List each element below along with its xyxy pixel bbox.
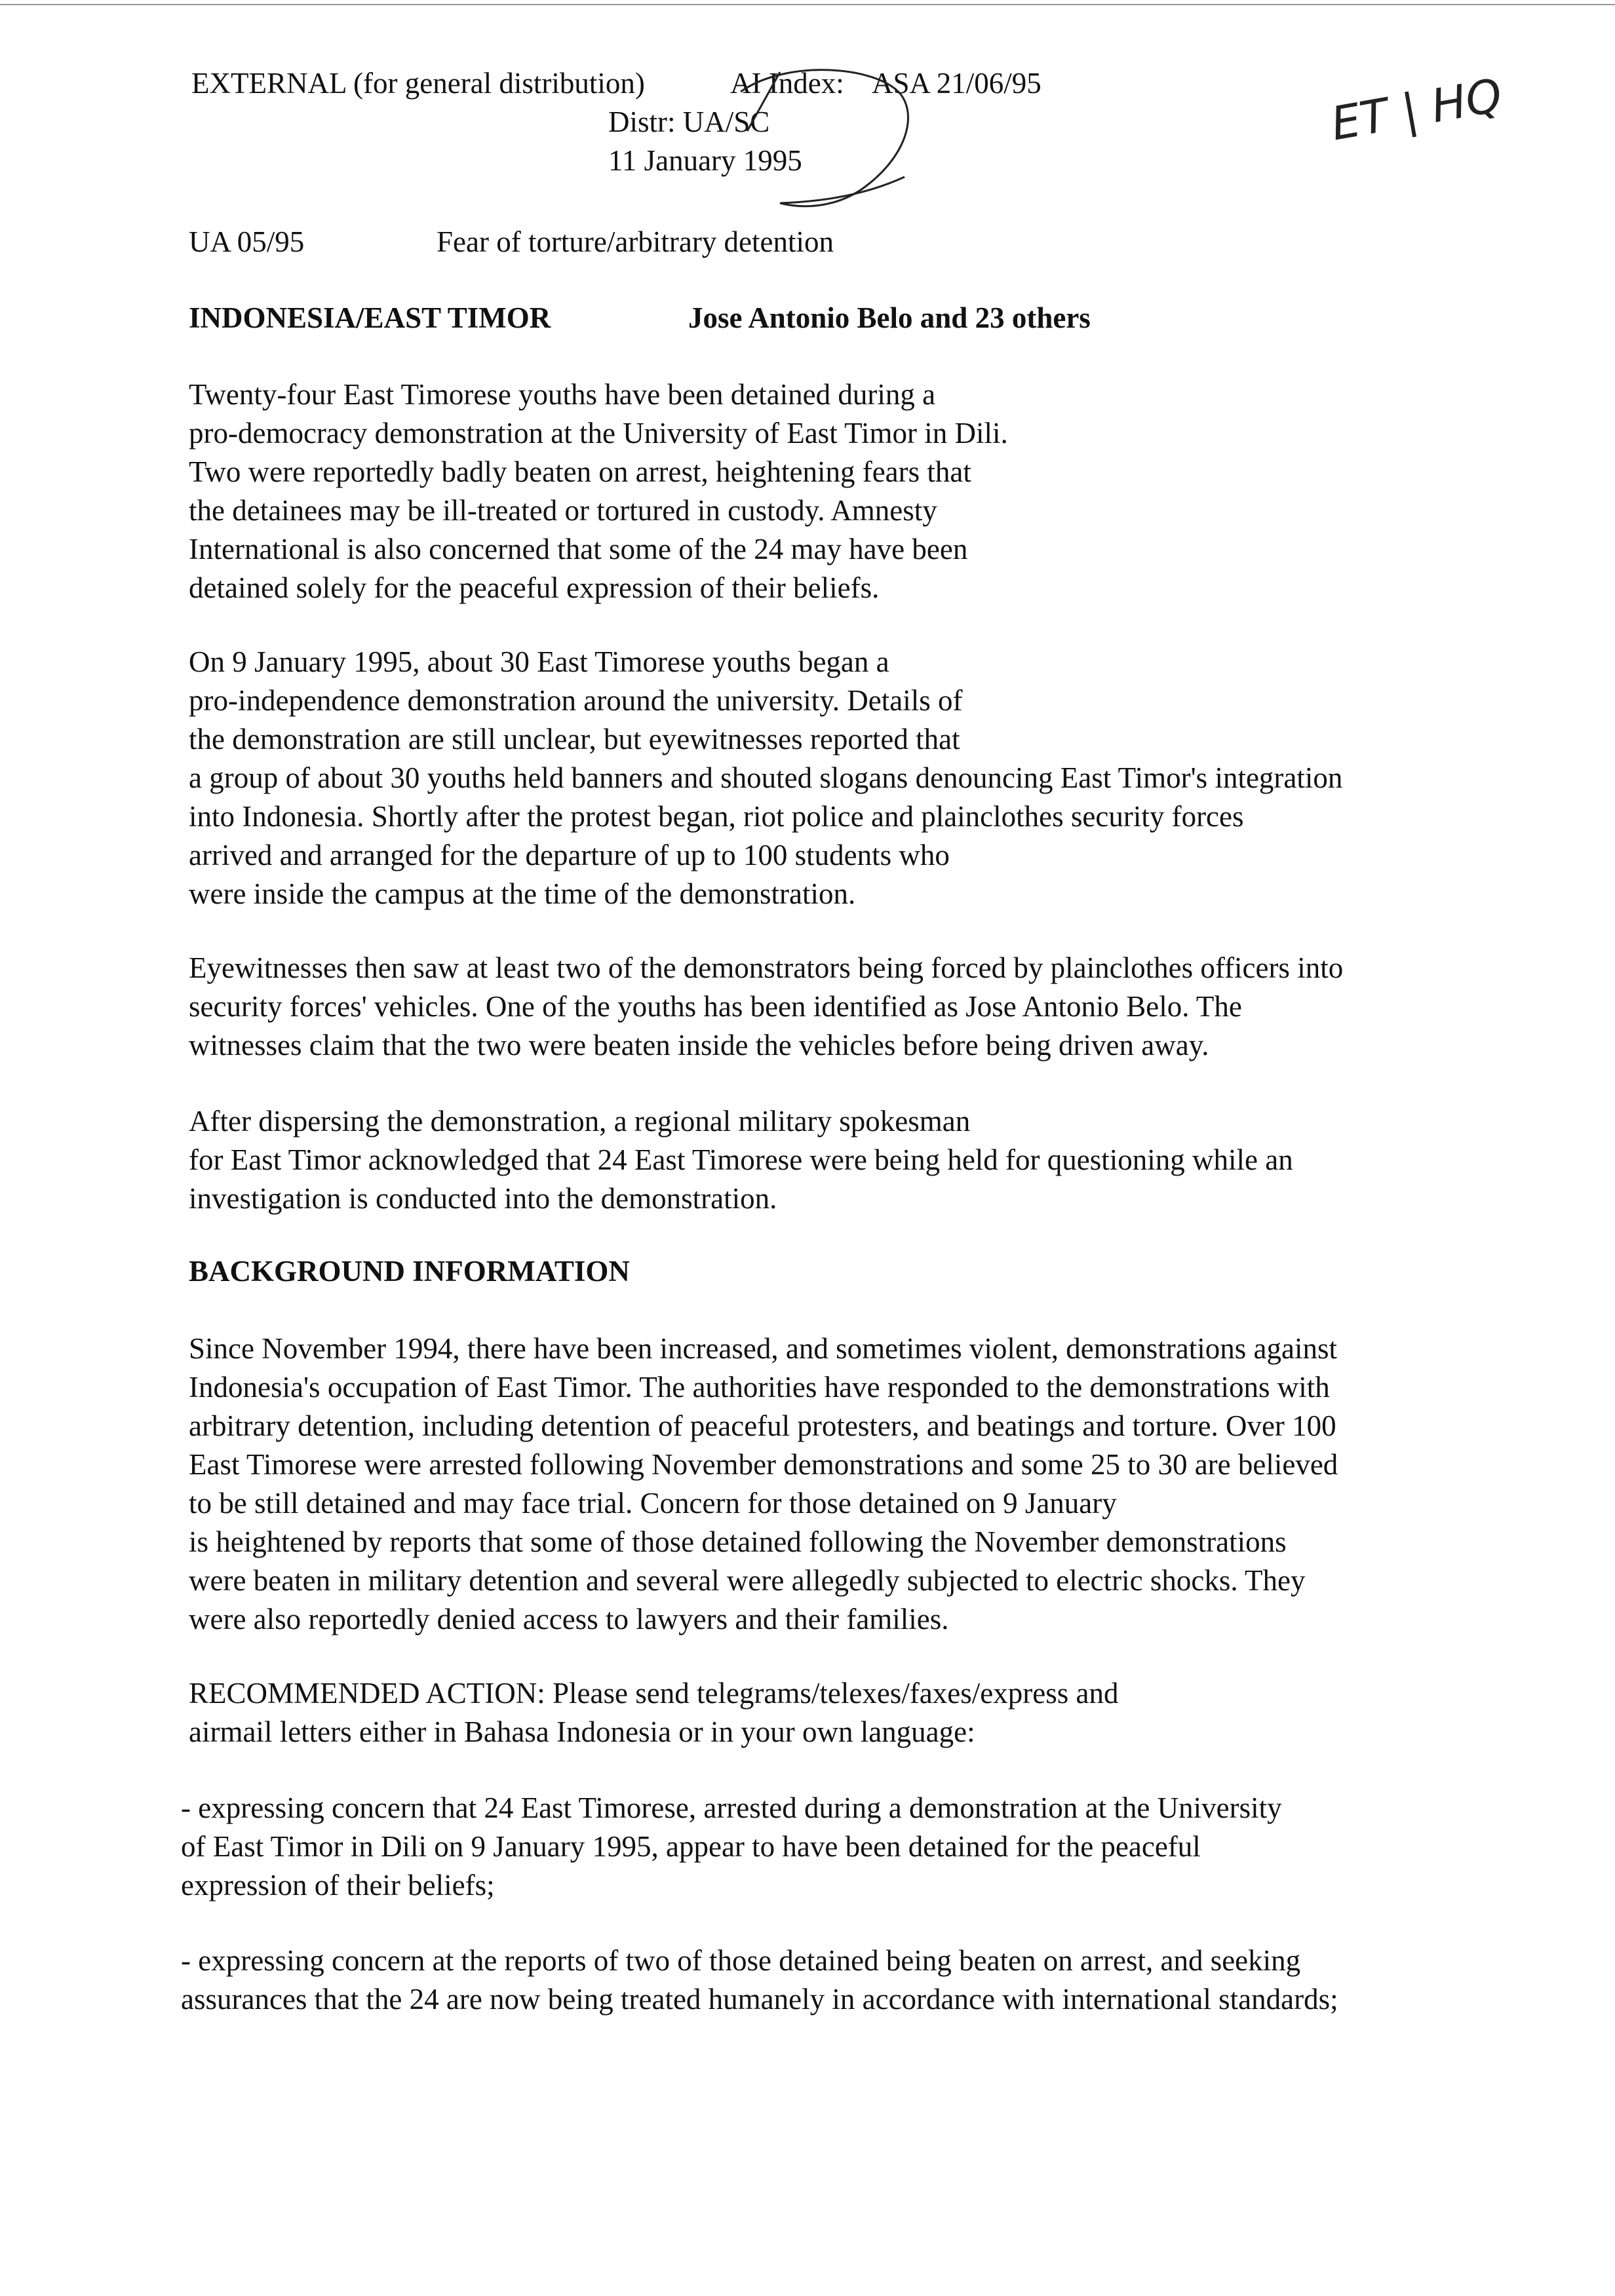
- text-line: - expressing concern at the reports of two of those detained being beaten on arrest, and seeking: [181, 1944, 1301, 1977]
- action-item-2: [181, 1942, 1338, 2019]
- background-heading: BACKGROUND INFORMATION: [189, 1255, 630, 1288]
- text-line: RECOMMENDED ACTION: Please send telegrams/telexes/faxes/express and: [189, 1677, 1119, 1710]
- text-line: witnesses claim that the two were beaten inside the vehicles before being driven away.: [189, 1029, 1209, 1062]
- text-line: the demonstration are still unclear, but eyewitnesses reported that: [189, 723, 960, 756]
- distribution-label: EXTERNAL (for general distribution): [191, 67, 645, 100]
- text-line: International is also concerned that some of the 24 may have been: [189, 533, 968, 565]
- text-line: security forces' vehicles. One of the youths has been identified as Jose Antonio Belo. The: [189, 990, 1242, 1023]
- text-line: pro-democracy demonstration at the University of East Timor in Dili.: [189, 417, 1008, 450]
- text-line: a group of about 30 youths held banners and shouted slogans denouncing East Timor's integration: [189, 761, 1343, 794]
- handwritten-note-et-hq: [1324, 68, 1506, 151]
- text-line: of East Timor in Dili on 9 January 1995, appear to have been detained for the peaceful: [181, 1830, 1201, 1863]
- action-concern: Fear of torture/arbitrary detention: [437, 225, 834, 258]
- text-line: Eyewitnesses then saw at least two of the demonstrators being forced by plainclothes officers into: [189, 951, 1344, 984]
- document-date: 11 January 1995: [608, 144, 802, 177]
- text-line: arbitrary detention, including detention of peaceful protesters, and beatings and torture. Over 100: [189, 1409, 1336, 1442]
- text-line: arrived and arranged for the departure of up to 100 students who: [189, 839, 950, 871]
- paragraph-2: [189, 643, 1342, 913]
- text-line: were inside the campus at the time of the demonstration.: [189, 877, 856, 910]
- country-title: INDONESIA/EAST TIMOR: [189, 301, 551, 334]
- text-line: After dispersing the demonstration, a regional military spokesman: [189, 1105, 971, 1138]
- text-line: - expressing concern that 24 East Timorese, arrested during a demonstration at the University: [181, 1791, 1282, 1824]
- text-line: is heightened by reports that some of those detained following the November demonstrations: [189, 1525, 1287, 1558]
- text-line: Since November 1994, there have been increased, and sometimes violent, demonstrations against: [189, 1332, 1337, 1365]
- text-line: investigation is conducted into the demonstration.: [189, 1182, 777, 1215]
- distribution-code: Distr: UA/SC: [608, 105, 770, 138]
- text-line: airmail letters either in Bahasa Indonesia or in your own language:: [189, 1715, 975, 1748]
- text-line: were beaten in military detention and several were allegedly subjected to electric shocks. They: [189, 1564, 1306, 1597]
- text-line: into Indonesia. Shortly after the protest began, riot police and plainclothes security forces: [189, 800, 1244, 833]
- paragraph-background: [189, 1330, 1338, 1639]
- text-line: to be still detained and may face trial. Concern for those detained on 9 January: [189, 1487, 1117, 1520]
- text-line: pro-independence demonstration around the university. Details of: [189, 684, 963, 717]
- svg-text:ET | HQ: ET | HQ: [1327, 68, 1506, 151]
- text-line: Twenty-four East Timorese youths have been detained during a: [189, 378, 936, 411]
- text-line: the detainees may be ill-treated or tortured in custody. Amnesty: [189, 494, 937, 527]
- paragraph-1: [189, 375, 1008, 607]
- paragraph-4: [189, 1102, 1293, 1218]
- paragraph-3: [189, 949, 1343, 1065]
- text-line: assurances that the 24 are now being treated humanely in accordance with international standards;: [181, 1983, 1338, 2016]
- text-line: for East Timor acknowledged that 24 East Timorese were being held for questioning while an: [189, 1143, 1293, 1176]
- text-line: expression of their beliefs;: [181, 1869, 495, 1902]
- text-line: Two were reportedly badly beaten on arrest, heightening fears that: [189, 455, 971, 488]
- ai-index-label: AI Index:: [730, 67, 844, 100]
- page-top-edge: [0, 4, 1615, 5]
- text-line: Indonesia's occupation of East Timor. The authorities have responded to the demonstrations with: [189, 1371, 1330, 1404]
- action-item-1: [181, 1789, 1282, 1905]
- text-line: On 9 January 1995, about 30 East Timorese youths began a: [189, 645, 889, 678]
- text-line: were also reportedly denied access to lawyers and their families.: [189, 1603, 949, 1636]
- hand-drawn-circle-mark: [708, 46, 924, 216]
- ai-index-value: ASA 21/06/95: [872, 67, 1041, 100]
- recommended-action: [189, 1674, 1118, 1751]
- action-code: UA 05/95: [189, 225, 305, 258]
- text-line: detained solely for the peaceful expression of their beliefs.: [189, 571, 880, 604]
- text-line: East Timorese were arrested following November demonstrations and some 25 to 30 are believed: [189, 1448, 1338, 1481]
- subject-names: Jose Antonio Belo and 23 others: [688, 301, 1091, 334]
